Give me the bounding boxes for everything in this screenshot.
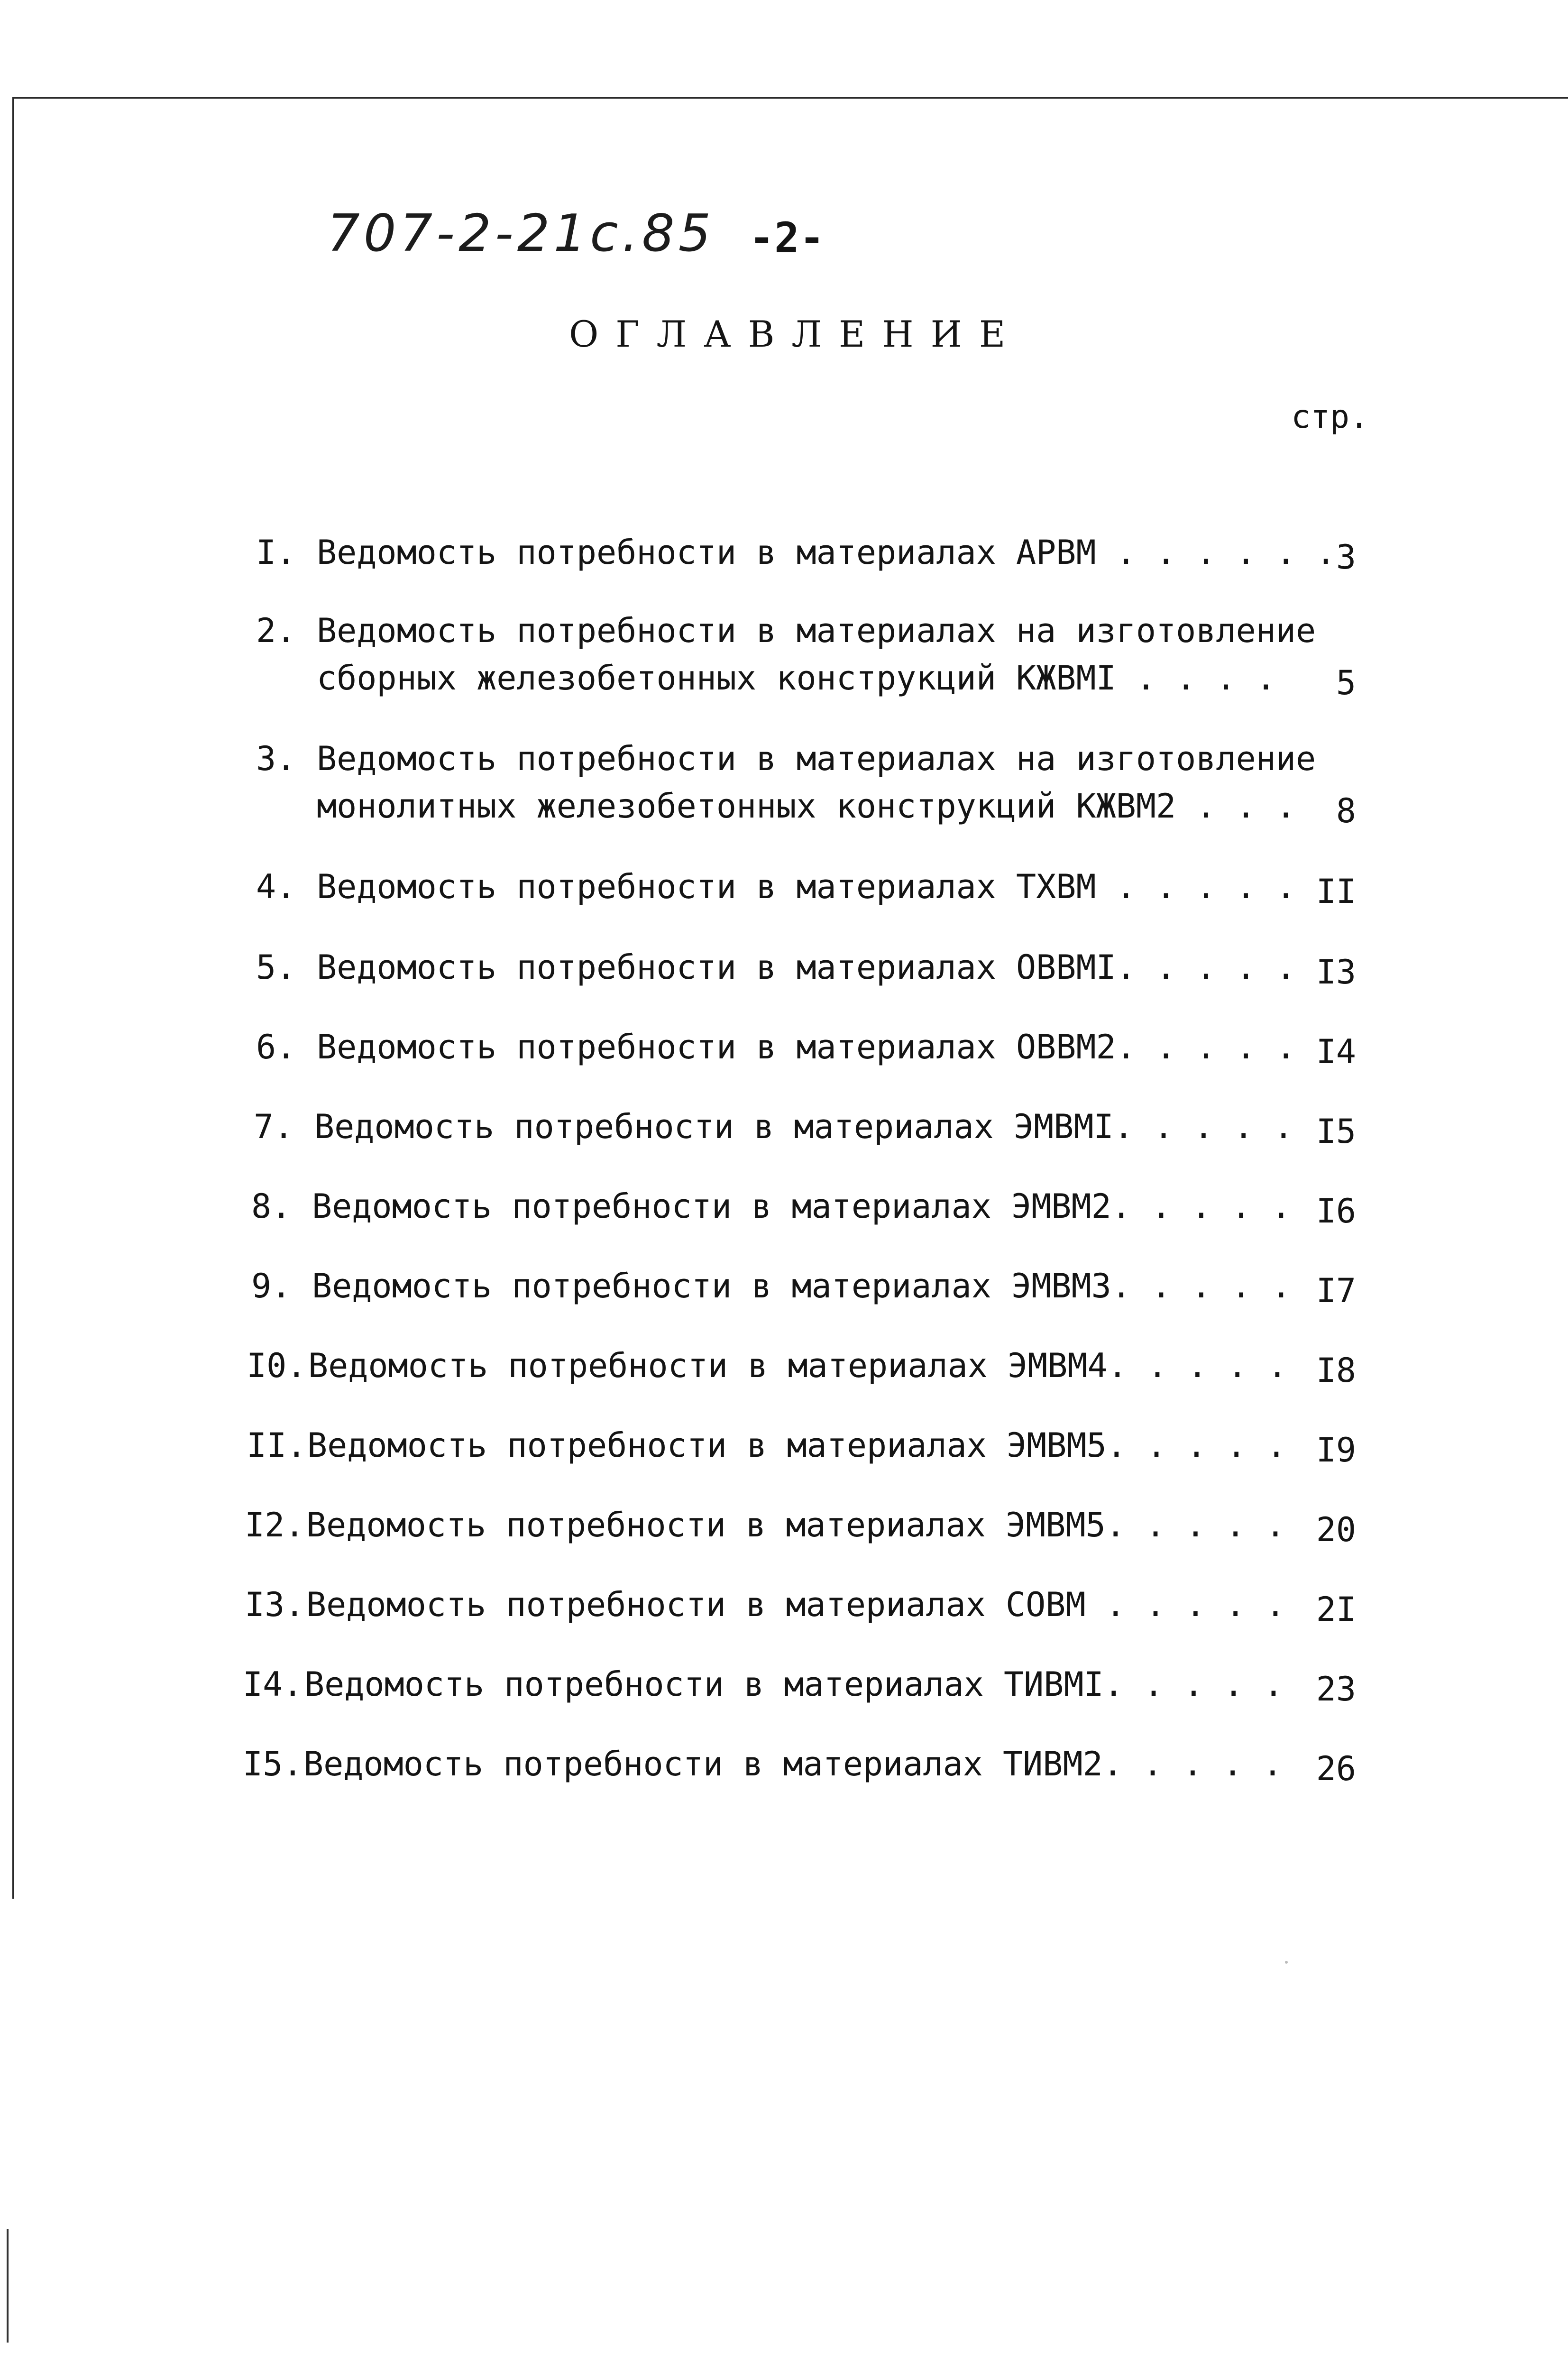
toc-title: ОГЛАВЛЕНИЕ [569,313,1023,355]
toc-entry-page: I5 [1316,1112,1356,1151]
toc-entry-page: 2I [1316,1590,1356,1629]
toc-entry-text-continuation: сборных железобетонных конструкций КЖВМI . . . . [317,659,1276,698]
page-number: -2- [749,213,825,262]
toc-entry-number: I0. [247,1346,307,1385]
toc-entry-text: Ведомость потребности в материалах ТХВМ . . . . . [317,867,1296,906]
toc-entry-number: I5. [243,1745,303,1783]
toc-entry-number: I. [256,533,296,572]
toc-entry-number: 5. [256,948,296,987]
toc-entry-text: Ведомость потребности в материалах на изготовление [317,611,1316,650]
toc-entry-number: I4. [243,1665,303,1704]
toc-entry-page: I7 [1316,1271,1356,1310]
toc-entry-text: Ведомость потребности в материалах ТИВМI. . . . . [304,1665,1284,1704]
toc-entry-page: 20 [1316,1510,1356,1549]
toc-entry-number: I2. [245,1506,305,1544]
scan-speck [1285,1961,1288,1964]
toc-entry-number: 6. [256,1028,296,1066]
toc-entry-text: Ведомость потребности в материалах ЭМВМI. . . . . [314,1107,1294,1146]
toc-entry-page: I6 [1316,1192,1356,1231]
toc-entry-text: Ведомость потребности в материалах на изготовление [317,739,1316,778]
toc-entry-page: I8 [1316,1351,1356,1390]
toc-entry-page: I4 [1316,1032,1356,1071]
toc-entry-number: 8. [251,1187,292,1226]
toc-entry-page: 26 [1316,1749,1356,1788]
toc-entry-number: 4. [256,867,296,906]
toc-entry-page: II [1316,872,1356,911]
toc-entry-text: Ведомость потребности в материалах ТИВМ2. . . . . [303,1745,1283,1783]
toc-entry-text: Ведомость потребности в материалах АРВМ . . . . . . [317,533,1336,572]
toc-entry-number: I3. [245,1585,305,1624]
toc-entry-text: Ведомость потребности в материалах ЭМВМ5. . . . . [306,1506,1286,1544]
toc-entry-number: 9. [251,1267,292,1305]
document-code: 707-2-21с.85 [327,204,715,263]
toc-entry-text: Ведомость потребности в материалах ОВВМ2. . . . . [317,1028,1296,1066]
toc-entry-number: 3. [256,739,296,778]
toc-entry-number: 7. [254,1107,294,1146]
toc-entry-text: Ведомость потребности в материалах ОВВМI. . . . . [317,948,1296,987]
toc-entry-text: Ведомость потребности в материалах СОВМ . . . . . [306,1585,1286,1624]
toc-entry-page: I9 [1316,1431,1356,1470]
toc-entry-number: 2. [256,611,296,650]
toc-entry-page: 8 [1336,791,1356,830]
toc-entry-page: I3 [1316,953,1356,992]
toc-entry-text: Ведомость потребности в материалах ЭМВМ3. . . . . [312,1267,1292,1305]
toc-entry-page: 3 [1336,538,1356,577]
page-column-header: стр. [1291,398,1369,436]
toc-entry-text: Ведомость потребности в материалах ЭМВМ4. . . . . [308,1346,1288,1385]
toc-entry-text-continuation: монолитных железобетонных конструкций КЖВМ2 . . . [317,787,1296,826]
toc-entry-page: 5 [1336,663,1356,702]
toc-entry-number: II. [247,1426,307,1465]
toc-entry-page: 23 [1316,1670,1356,1709]
toc-entry-text: Ведомость потребности в материалах ЭМВМ2. . . . . [312,1187,1292,1226]
toc-entry-text: Ведомость потребности в материалах ЭМВМ5. . . . . [307,1426,1287,1465]
